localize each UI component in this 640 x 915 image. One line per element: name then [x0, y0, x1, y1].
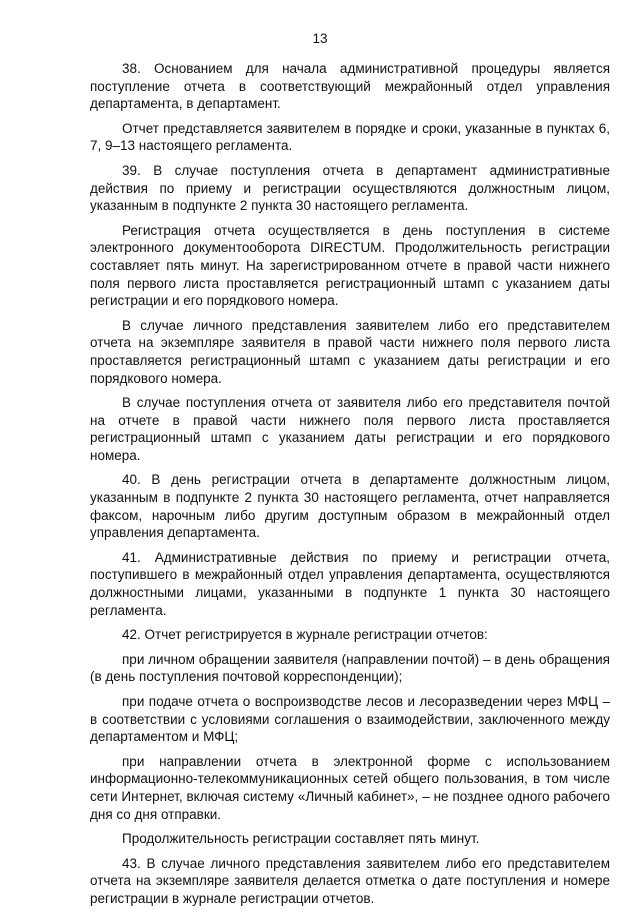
page-number: 13 — [312, 31, 328, 46]
paragraph-38-terms: Отчет представляется заявителем в порядке и сроки, указанные в пунктах 6, 7, 9–13 настоящего регламента. — [90, 120, 610, 154]
paragraph-42: 42. Отчет регистрируется в журнале регистрации отчетов: — [122, 627, 488, 643]
document-body — [90, 60, 610, 915]
paragraph-42-duration: Продолжительность регистрации составляет пять минут. — [122, 831, 480, 847]
paragraph-41: 41. Административные действия по приему и регистрации отчета, поступившего в межрайонный отдел управления департамента, осуществляются должностными лицами, указанными в подпункте 1 пункта 30 настоящего регламента. — [90, 549, 610, 618]
paragraph-39-registration: Регистрация отчета осуществляется в день поступления в системе электронного документооборота DIRECTUM. Продолжительность регистрации составляет пять минут. На зарегистрированном отчете в правой части нижнего поля первого листа проставляется регистрационный штамп с указанием даты регистрации и его порядкового номера. — [90, 222, 610, 309]
paragraph-43: 43. В случае личного представления заявителем либо его представителем отчета на экземпляре заявителя делается отметка о дате поступления и номере регистрации в журнале регистрации отчетов. — [90, 855, 610, 906]
paragraph-39-personal: В случае личного представления заявителем либо его представителем отчета на экземпляре заявителя в правой части нижнего поля первого листа проставляется регистрационный штамп с указанием даты регистрации и его порядкового номера. — [90, 317, 610, 386]
paragraph-39: 39. В случае поступления отчета в департамент административные действия по приему и регистрации осуществляются должностным лицом, указанным в подпункте 2 пункта 30 настоящего регламента. — [90, 162, 610, 214]
paragraph-42-electronic: при направлении отчета в электронной форме с использованием информационно-телекоммуникационных сетей общего пользования, в том числе сети Интернет, включая систему «Личный кабинет», – не позднее одного рабочего дня со дня отправки. — [90, 753, 610, 822]
paragraph-40: 40. В день регистрации отчета в департаменте должностным лицом, указанным в подпункте 2 пункта 30 настоящего регламента, отчет направляется факсом, нарочным либо другим доступным образом в межрайонный отдел управления департамента. — [90, 472, 610, 541]
paragraph-38: 38. Основанием для начала административной процедуры является поступление отчета в соответствующий межрайонный отдел управления департамента, в департамент. — [90, 61, 610, 112]
paragraph-39-mail: В случае поступления отчета от заявителя либо его представителя почтой на отчете в правой части нижнего поля первого листа проставляется регистрационный штамп с указанием даты регистрации и его порядкового номера. — [90, 395, 610, 463]
paragraph-42-mfc: при подаче отчета о воспроизводстве лесов и лесоразведении через МФЦ – в соответствии с условиями соглашения о взаимодействии, заключенного между департаментом и МФЦ; — [90, 694, 610, 745]
paragraph-42-personal: при личном обращении заявителя (направлении почтой) – в день обращения (в день поступления почтовой корреспонденции); — [90, 651, 610, 685]
